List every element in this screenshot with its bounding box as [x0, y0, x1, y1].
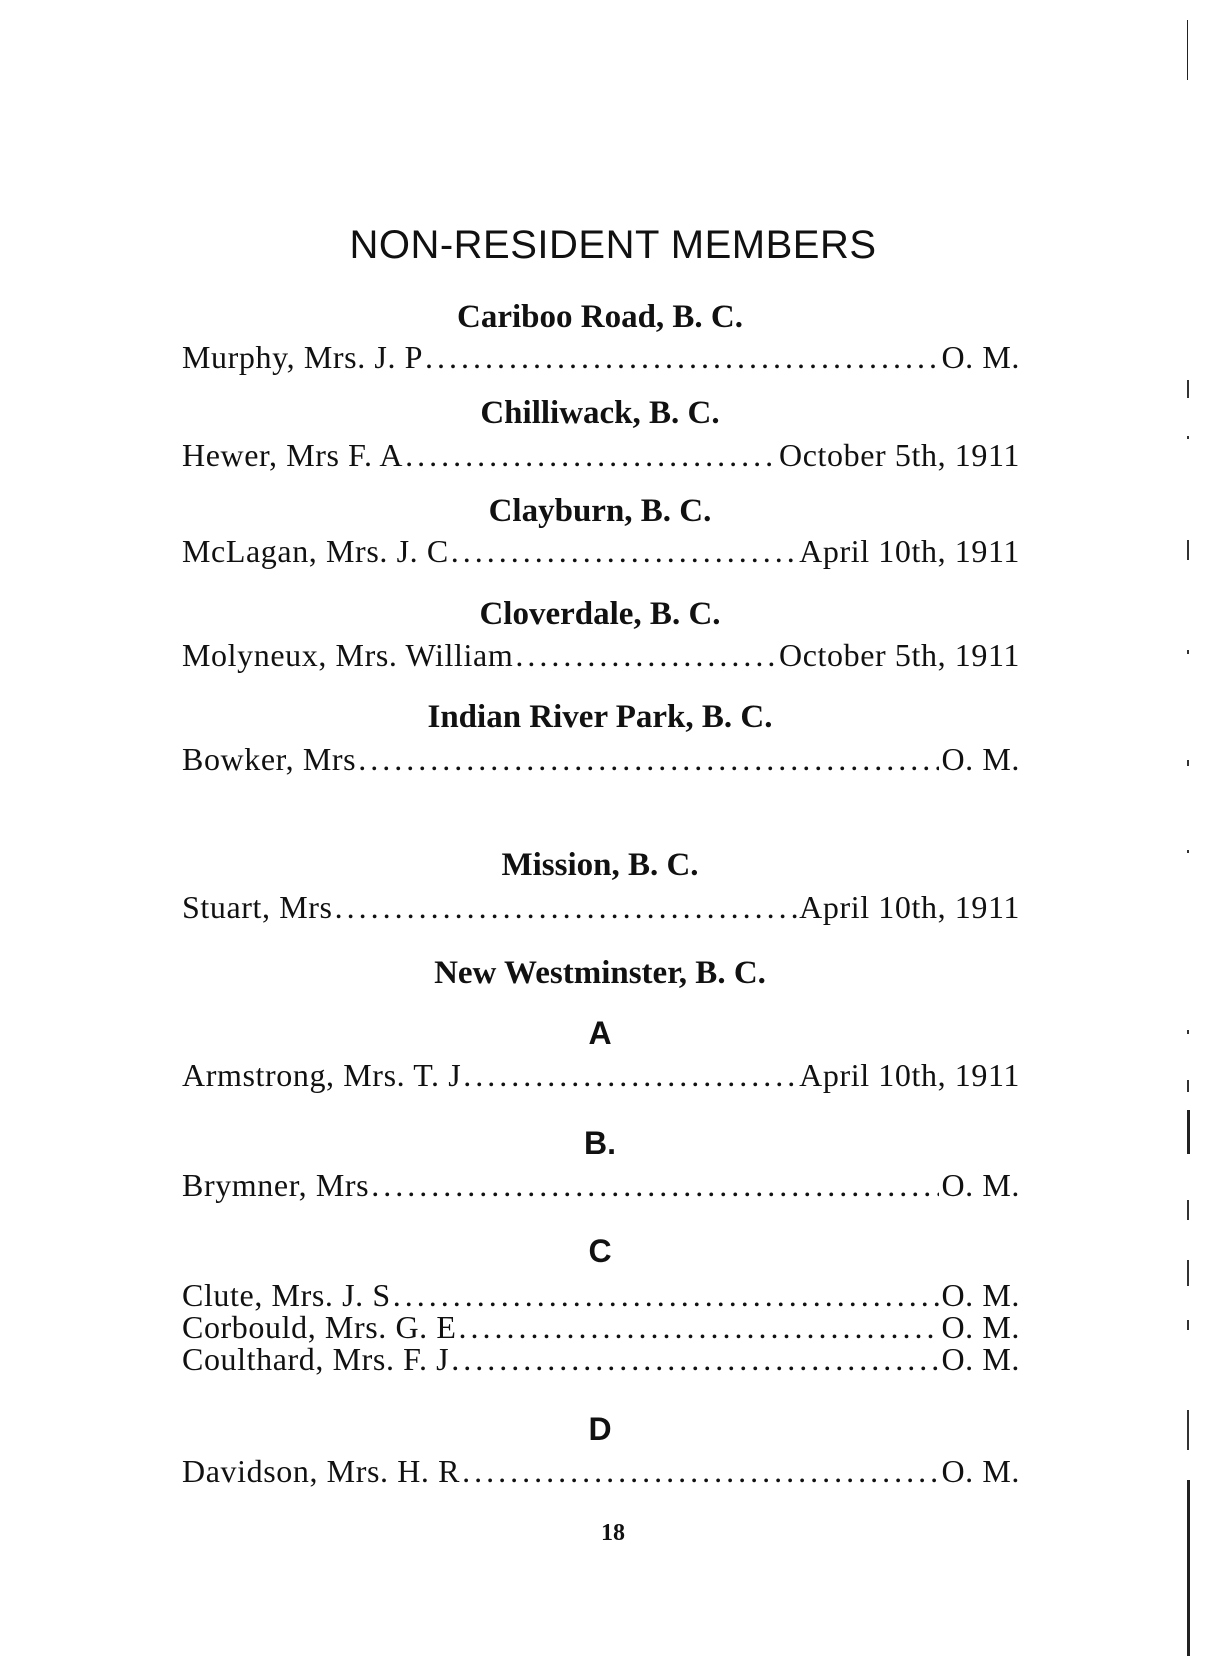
page-edge-marks [1185, 0, 1191, 1656]
place-heading: Indian River Park, B. C. [427, 699, 773, 735]
member-name: Stuart, Mrs [182, 889, 333, 925]
member-name: Bowker, Mrs [182, 741, 357, 777]
place-heading: Chilliwack, B. C. [480, 395, 720, 431]
member-date: O. M. [941, 339, 1020, 375]
member-name: Clute, Mrs. J. S [182, 1277, 391, 1313]
member-entry [182, 1056, 1020, 1094]
member-name: Davidson, Mrs. H. R [182, 1453, 461, 1489]
dot-leader [462, 1452, 939, 1490]
dot-leader [425, 338, 939, 376]
member-date: O. M. [941, 741, 1020, 777]
member-entry [182, 888, 1020, 926]
place-heading: Cariboo Road, B. C. [456, 299, 744, 335]
alpha-heading: A [588, 1015, 612, 1051]
member-entry [182, 338, 1020, 376]
member-date: April 10th, 1911 [799, 533, 1020, 569]
place-heading: Mission, B. C. [501, 847, 699, 883]
alpha-heading: D [588, 1411, 612, 1447]
member-name: Molyneux, Mrs. William [182, 637, 514, 673]
dot-leader [405, 436, 777, 474]
page-title: NON-RESIDENT MEMBERS [349, 223, 877, 267]
member-entry [182, 636, 1020, 674]
member-entry [182, 740, 1020, 778]
member-date: April 10th, 1911 [799, 1057, 1020, 1093]
dot-leader [451, 532, 797, 570]
member-date: O. M. [941, 1453, 1020, 1489]
member-name: McLagan, Mrs. J. C [182, 533, 449, 569]
member-name: Murphy, Mrs. J. P [182, 339, 424, 375]
member-date: April 10th, 1911 [799, 889, 1020, 925]
member-date: O. M. [941, 1341, 1020, 1377]
member-date: October 5th, 1911 [779, 637, 1020, 673]
member-name: Corbould, Mrs. G. E [182, 1309, 457, 1345]
alpha-heading: C [588, 1233, 612, 1269]
dot-leader [371, 1166, 939, 1204]
dot-leader [335, 888, 798, 926]
member-name: Hewer, Mrs F. A [182, 437, 404, 473]
dot-leader [463, 1056, 797, 1094]
member-entry [182, 436, 1020, 474]
member-name: Brymner, Mrs [182, 1167, 370, 1203]
member-entry [182, 1166, 1020, 1204]
member-date: O. M. [941, 1309, 1020, 1345]
place-heading: New Westminster, B. C. [434, 955, 766, 991]
page-number: 18 [601, 1520, 625, 1546]
member-date: O. M. [941, 1277, 1020, 1313]
member-entry [182, 1340, 1020, 1378]
member-name: Coulthard, Mrs. F. J [182, 1341, 450, 1377]
place-heading: Cloverdale, B. C. [479, 596, 721, 632]
dot-leader [358, 740, 939, 778]
alpha-heading: B. [584, 1125, 616, 1161]
member-date: October 5th, 1911 [779, 437, 1020, 473]
member-name: Armstrong, Mrs. T. J [182, 1057, 462, 1093]
member-entry [182, 1452, 1020, 1490]
dot-leader [451, 1340, 939, 1378]
member-date: O. M. [941, 1167, 1020, 1203]
place-heading: Clayburn, B. C. [488, 493, 712, 529]
dot-leader [515, 636, 777, 674]
member-entry [182, 532, 1020, 570]
